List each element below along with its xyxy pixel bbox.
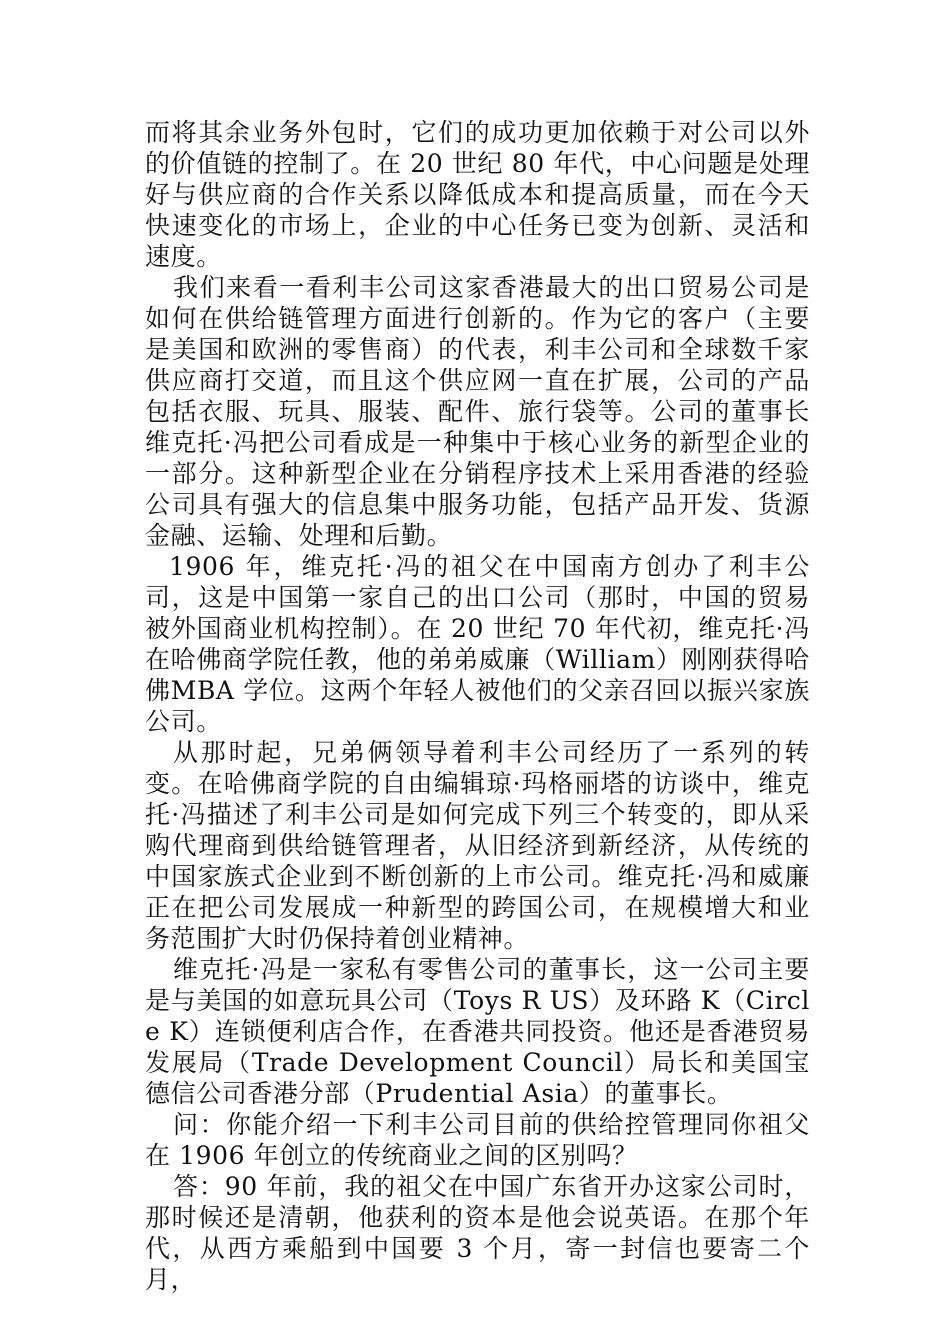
paragraph-4: 从那时起，兄弟俩领导着利丰公司经历了一系列的转变。在哈佛商学院的自由编辑琼·玛格丽塔的访谈中，维克托·冯描述了利丰公司是如何完成下列三个转变的，即从采购代理商到供给链管理者，从旧经济到新经济，从传统的中国家族式企业到不断创新的上市公司。维克托·冯和威廉正在把公司发展成一种新型的跨国公司，在规模增大和业务范围扩大时仍保持着创业精神。 bbox=[145, 738, 810, 953]
paragraph-2: 我们来看一看利丰公司这家香港最大的出口贸易公司是如何在供给链管理方面进行创新的。作为它的客户（主要是美国和欧洲的零售商）的代表，利丰公司和全球数千家供应商打交道，而且这个供应网一直在扩展，公司的产品包括衣服、玩具、服装、配件、旅行袋等。公司的董事长维克托·冯把公司看成是一种集中于核心业务的新型企业的一部分。这种新型企业在分销程序技术上采用香港的经验公司具有强大的信息集中服务功能，包括产品开发、货源金融、运输、处理和后勤。 bbox=[145, 273, 810, 550]
paragraph-1: 而将其余业务外包时，它们的成功更加依赖于对公司以外的价值链的控制了。在 20 世纪 80 年代，中心问题是处理好与供应商的合作关系以降低成本和提高质量，而在今天快速变化的市场上，企业的中心任务已变为创新、灵活和速度。 bbox=[145, 118, 810, 271]
paragraph-7: 答：90 年前，我的祖父在中国广东省开办这家公司时，那时候还是清朝，他获利的资本是他会说英语。在那个年代，从西方乘船到中国要 3 个月，寄一封信也要寄二个月， bbox=[145, 1172, 810, 1294]
document-body bbox=[145, 117, 810, 1295]
paragraph-6: 问：你能介绍一下利丰公司目前的供给控管理同你祖父在 1906 年创立的传统商业之间的区别吗？ bbox=[145, 1110, 810, 1170]
paragraph-3: 1906 年，维克托·冯的祖父在中国南方创办了利丰公司，这是中国第一家自己的出口公司（那时，中国的贸易被外国商业机构控制）。在 20 世纪 70 年代初，维克托·冯在哈佛商学院任教，他的弟弟威廉（William）刚刚获得哈佛MBA 学位。这两个年轻人被他们的父亲召回以振兴家族公司。 bbox=[145, 552, 810, 736]
paragraph-5: 维克托·冯是一家私有零售公司的董事长，这一公司主要是与美国的如意玩具公司（Toys R US）及环路 K（Circle K）连锁便利店合作，在香港共同投资。他还是香港贸易发展局（Trade Development Council）局长和美国宝德信公司香港分部（Prudential Asia）的董事长。 bbox=[145, 955, 810, 1108]
